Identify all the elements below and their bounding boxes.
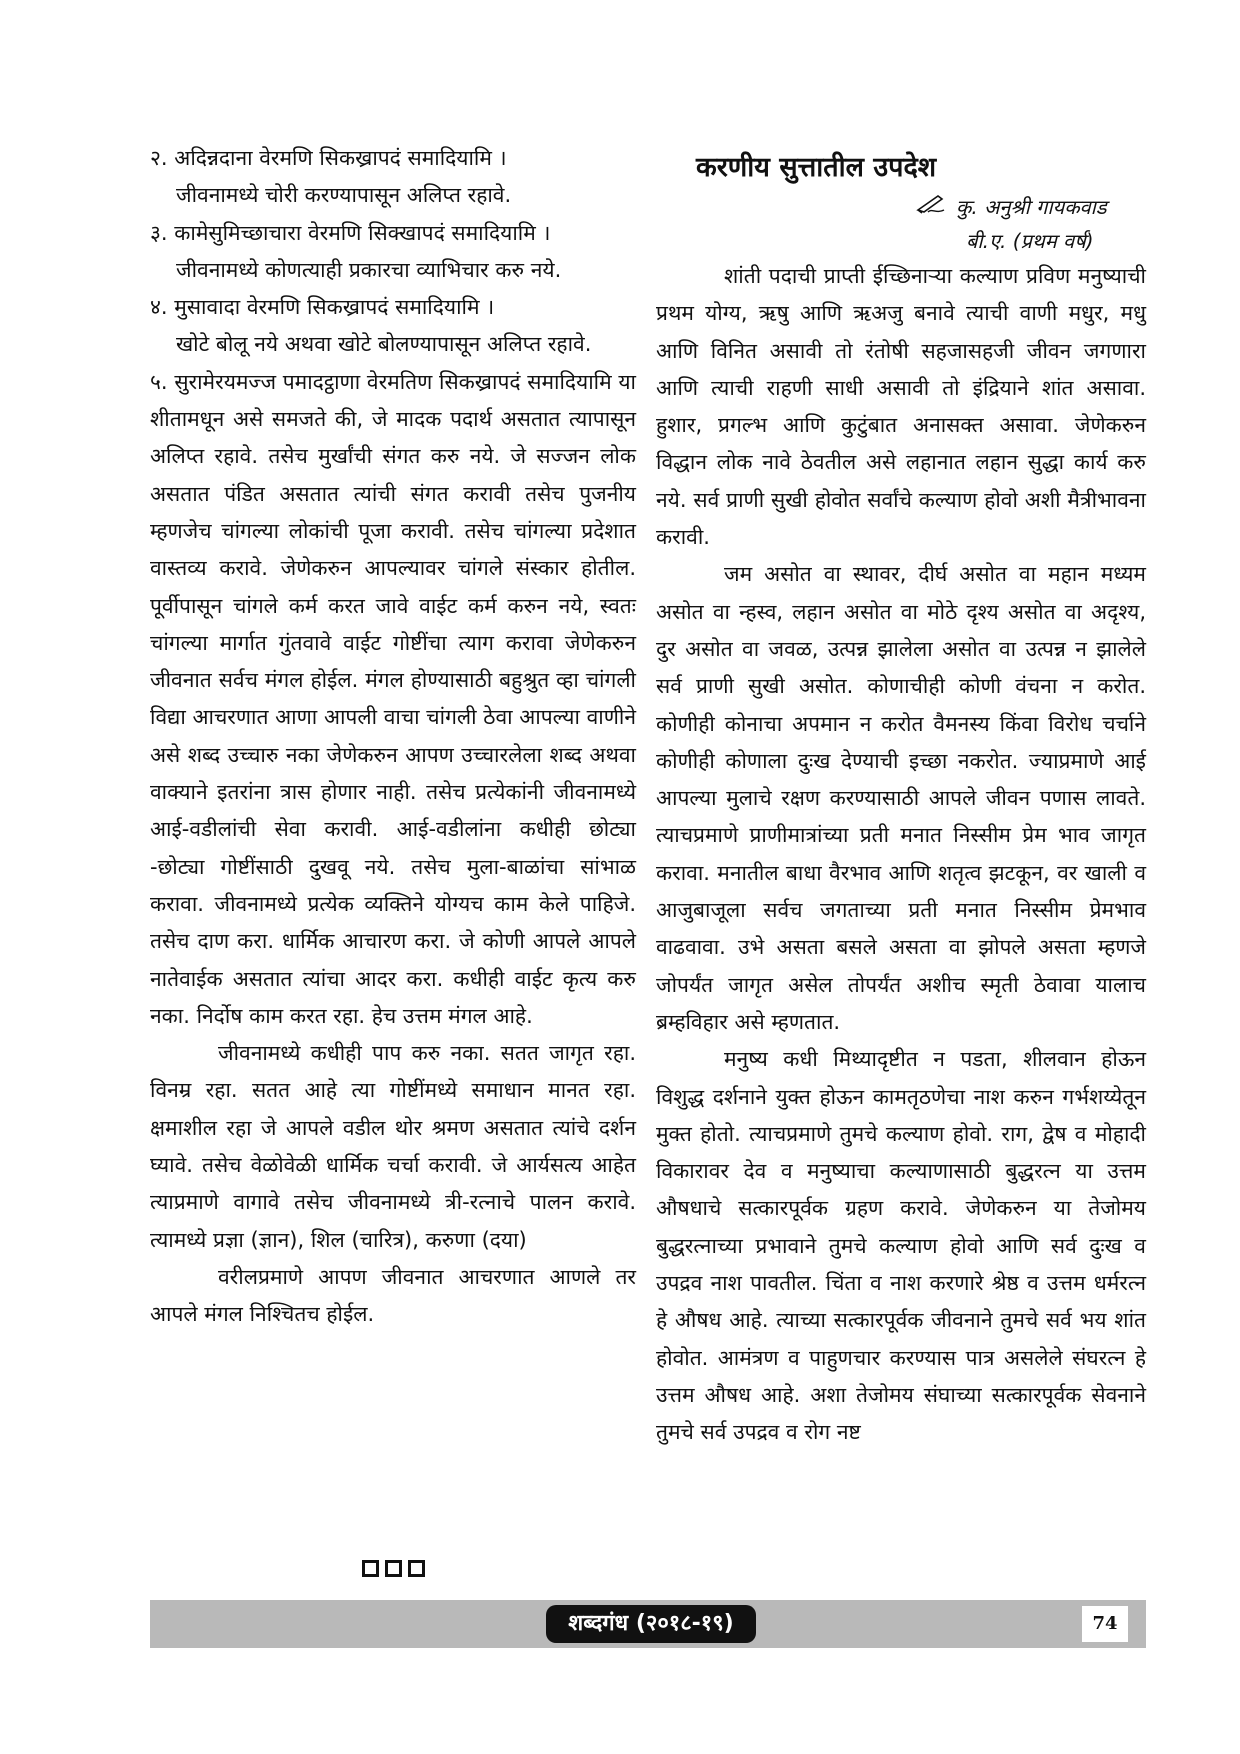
end-square-icon [408,1560,425,1577]
precept-2: २. अदिन्नदाना वेरमणि सिकख्रापदं समादियामि । [150,146,507,170]
right-paragraph-3: मनुष्य कधी मिथ्यादृष्टीत न पडता, शीलवान होऊन विशुद्ध दर्शनाने युक्त होऊन कामतृठणेचा नाश करुन गर्भशय्येतून मुक्त होतो. त्याचप्रमाणे तुमचे कल्याण होवो. राग, द्वेष व मोहादी विकारावर देव व मनुष्याचा कल्याणासाठी बुद्धरत्न या उत्तम औषधाचे सत्कारपूर्वक ग्रहण करावे. जेणेकरुन या तेजोमय बुद्धरत्नाच्या प्रभावाने तुमचे कल्याण होवो आणि सर्व दुःख व उपद्रव नाश पावतील. चिंता व नाश करणारे श्रेष्ठ व उत्तम धर्मरत्न हे औषध आहे. त्याच्या सत्कारपूर्वक जीवनाने तुमचे सर्व भय शांत होवोत. आमंत्रण व पाहुणचार करण्यास पात्र असलेले संघरत्न हे उत्तम औषध आहे. अशा तेजोमय संघाच्या सत्कारपूर्वक सेवनाने तुमचे सर्व उपद्रव व रोग नष्ट [656,1047,1146,1445]
author-name: कु. अनुश्री गायकवाड [956,195,1107,219]
left-paragraph-1: ५. सुरामेरयमज्ज पमादट्ठाणा वेरमतिण सिकख्रापदं समादियामि या शीतामधून असे समजते की, जे मादक पदार्थ असतात त्यापासून अलिप्त रहावे. तसेच मुर्खांची संगत करु नये. जे सज्जन लोक असतात पंडित असतात त्यांची संगत करावी तसेच पुजनीय म्हणजेच चांगल्या लोकांची पूजा करावी. तसेच चांगल्या प्रदेशात वास्तव्य करावे. जेणेकरुन आपल्यावर चांगले संस्कार होतील. पूर्वीपासून चांगले कर्म करत जावे वाईट कर्म करुन नये, स्वतः चांगल्या मार्गात गुंतवावे वाईट गोष्टींचा त्याग करावा जेणेकरुन जीवनात सर्वच मंगल होईल. मंगल होण्यासाठी बहुश्रुत व्हा चांगली विद्या आचरणात आणा आपली वाचा चांगली ठेवा आपल्या वाणीने असे शब्द उच्चारु नका जेणेकरुन आपण उच्चारलेला शब्द अथवा वाक्याने इतरांना त्रास होणार नाही. तसेच प्रत्येकांनी जीवनामध्ये आई-वडीलांची सेवा करावी. आई-वडीलांना कधीही छोट्या -छोट्या गोष्टींसाठी दुखवू नये. तसेच मुला-बाळांचा सांभाळ करावा. जीवनामध्ये प्रत्येक व्यक्तिने योग्यच काम केले पाहिजे. तसेच दाण करा. धार्मिक आचारण करा. जे कोणी आपले आपले नातेवाईक असतात त्यांचा आदर करा. कधीही वाईट कृत्य करु नका. निर्दोष काम करत रहा. हेच उत्तम मंगल आहे. [150,369,636,1028]
page-footer [150,1600,1146,1648]
section-end-marks [362,1560,425,1577]
right-paragraph-2: जम असोत वा स्थावर, दीर्घ असोत वा महान मध्यम असोत वा न्हस्व, लहान असोत वा मोठे दृश्य असोत वा अदृश्य, दुर असोत वा जवळ, उत्पन्न झालेला असोत वा उत्पन्न न झालेले सर्व प्राणी सुखी असोत. कोणाचीही कोणी वंचना न करोत. कोणीही कोनाचा अपमान न करोत वैमनस्य किंवा विरोध चर्चाने कोणीही कोणाला दुःख देण्याची इच्छा नकरोत. ज्याप्रमाणे आई आपल्या मुलाचे रक्षण करण्यासाठी आपले जीवन पणास लावते. त्याचप्रमाणे प्राणीमात्रांच्या प्रती मनात निस्सीम प्रेम भाव जागृत करावा. मनातील बाधा वैरभाव आणि शतृत्व झटकून, वर खाली व आजुबाजूला सर्वच जगताच्या प्रती मनात निस्सीम प्रेमभाव वाढवावा. उभे असता बसले असता वा झोपले असता म्हणजे जोपर्यंत जागृत असेल तोपर्यंत अशीच स्मृती ठेवावा यालाच ब्रम्हविहार असे म्हणतात. [656,562,1146,1034]
page-number: 74 [1082,1606,1128,1642]
precept-3: ३. कामेसुमिच्छाचारा वेरमणि सिक्खापदं समादियामि । [150,220,551,245]
right-paragraph-1: शांती पदाची प्राप्ती ईच्छिनाऱ्या कल्याण प्रविण मनुष्याची प्रथम योग्य, ऋषु आणि ऋअजु बनावे त्याची वाणी मधुर, मधु आणि विनित असावी तो रंतोषी सहजासहजी जीवन जगणारा आणि त्याची राहणी साधी असावी तो इंद्रियाने शांत असावा. हुशार, प्रगल्भ आणि कुटुंबात अनासक्त असावा. जेणेकरुन विद्धान लोक नावे ठेवतील असे लहानात लहान सुद्धा कार्य करु नये. सर्व प्राणी सुखी होवोत सर्वांचे कल्याण होवो अशी मैत्रीभावना करावी. [656,264,1146,550]
author-class: बी.ए. (प्रथम वर्ष) [966,229,1094,253]
precept-3-meaning: जीवनामध्ये कोणत्याही प्रकारचा व्याभिचार करु नये. [176,257,562,282]
end-square-icon [362,1560,379,1577]
author-line [656,190,1146,224]
right-column [656,146,1146,1452]
pen-icon [916,190,946,224]
article-title: करणीय सुत्तातील उपदेश [696,152,937,183]
precept-4: ४. मुसावादा वेरमणि सिकख्रापदं समादियामि । [150,295,495,320]
left-paragraph-2: जीवनामध्ये कधीही पाप करु नका. सतत जागृत रहा. विनम्र रहा. सतत आहे त्या गोष्टींमध्ये समाधान मानत रहा. क्षमाशील रहा जे आपले वडील थोर श्रमण असतात त्यांचे दर्शन घ्यावे. तसेच वेळोवेळी धार्मिक चर्चा करावी. जे आर्यसत्य आहेत त्याप्रमाणे वागावे तसेच जीवनामध्ये त्री-रत्नाचे पालन करावे. त्यामध्ये प्रज्ञा (ज्ञान), शिल (चारित्र), करुणा (दया) [150,1041,636,1252]
left-column [150,140,636,1334]
left-paragraph-3: वरीलप्रमाणे आपण जीवनात आचरणात आणले तर आपले मंगल निश्चितच होईल. [150,1264,636,1327]
journal-name: शब्दगंध (२०१८-१९) [546,1605,756,1643]
precept-4-meaning: खोटे बोलू नये अथवा खोटे बोलण्यापासून अलिप्त रहावे. [176,332,592,357]
precept-2-meaning: जीवनामध्ये चोरी करण्यापासून अलिप्त रहावे. [176,183,512,208]
end-square-icon [385,1560,402,1577]
